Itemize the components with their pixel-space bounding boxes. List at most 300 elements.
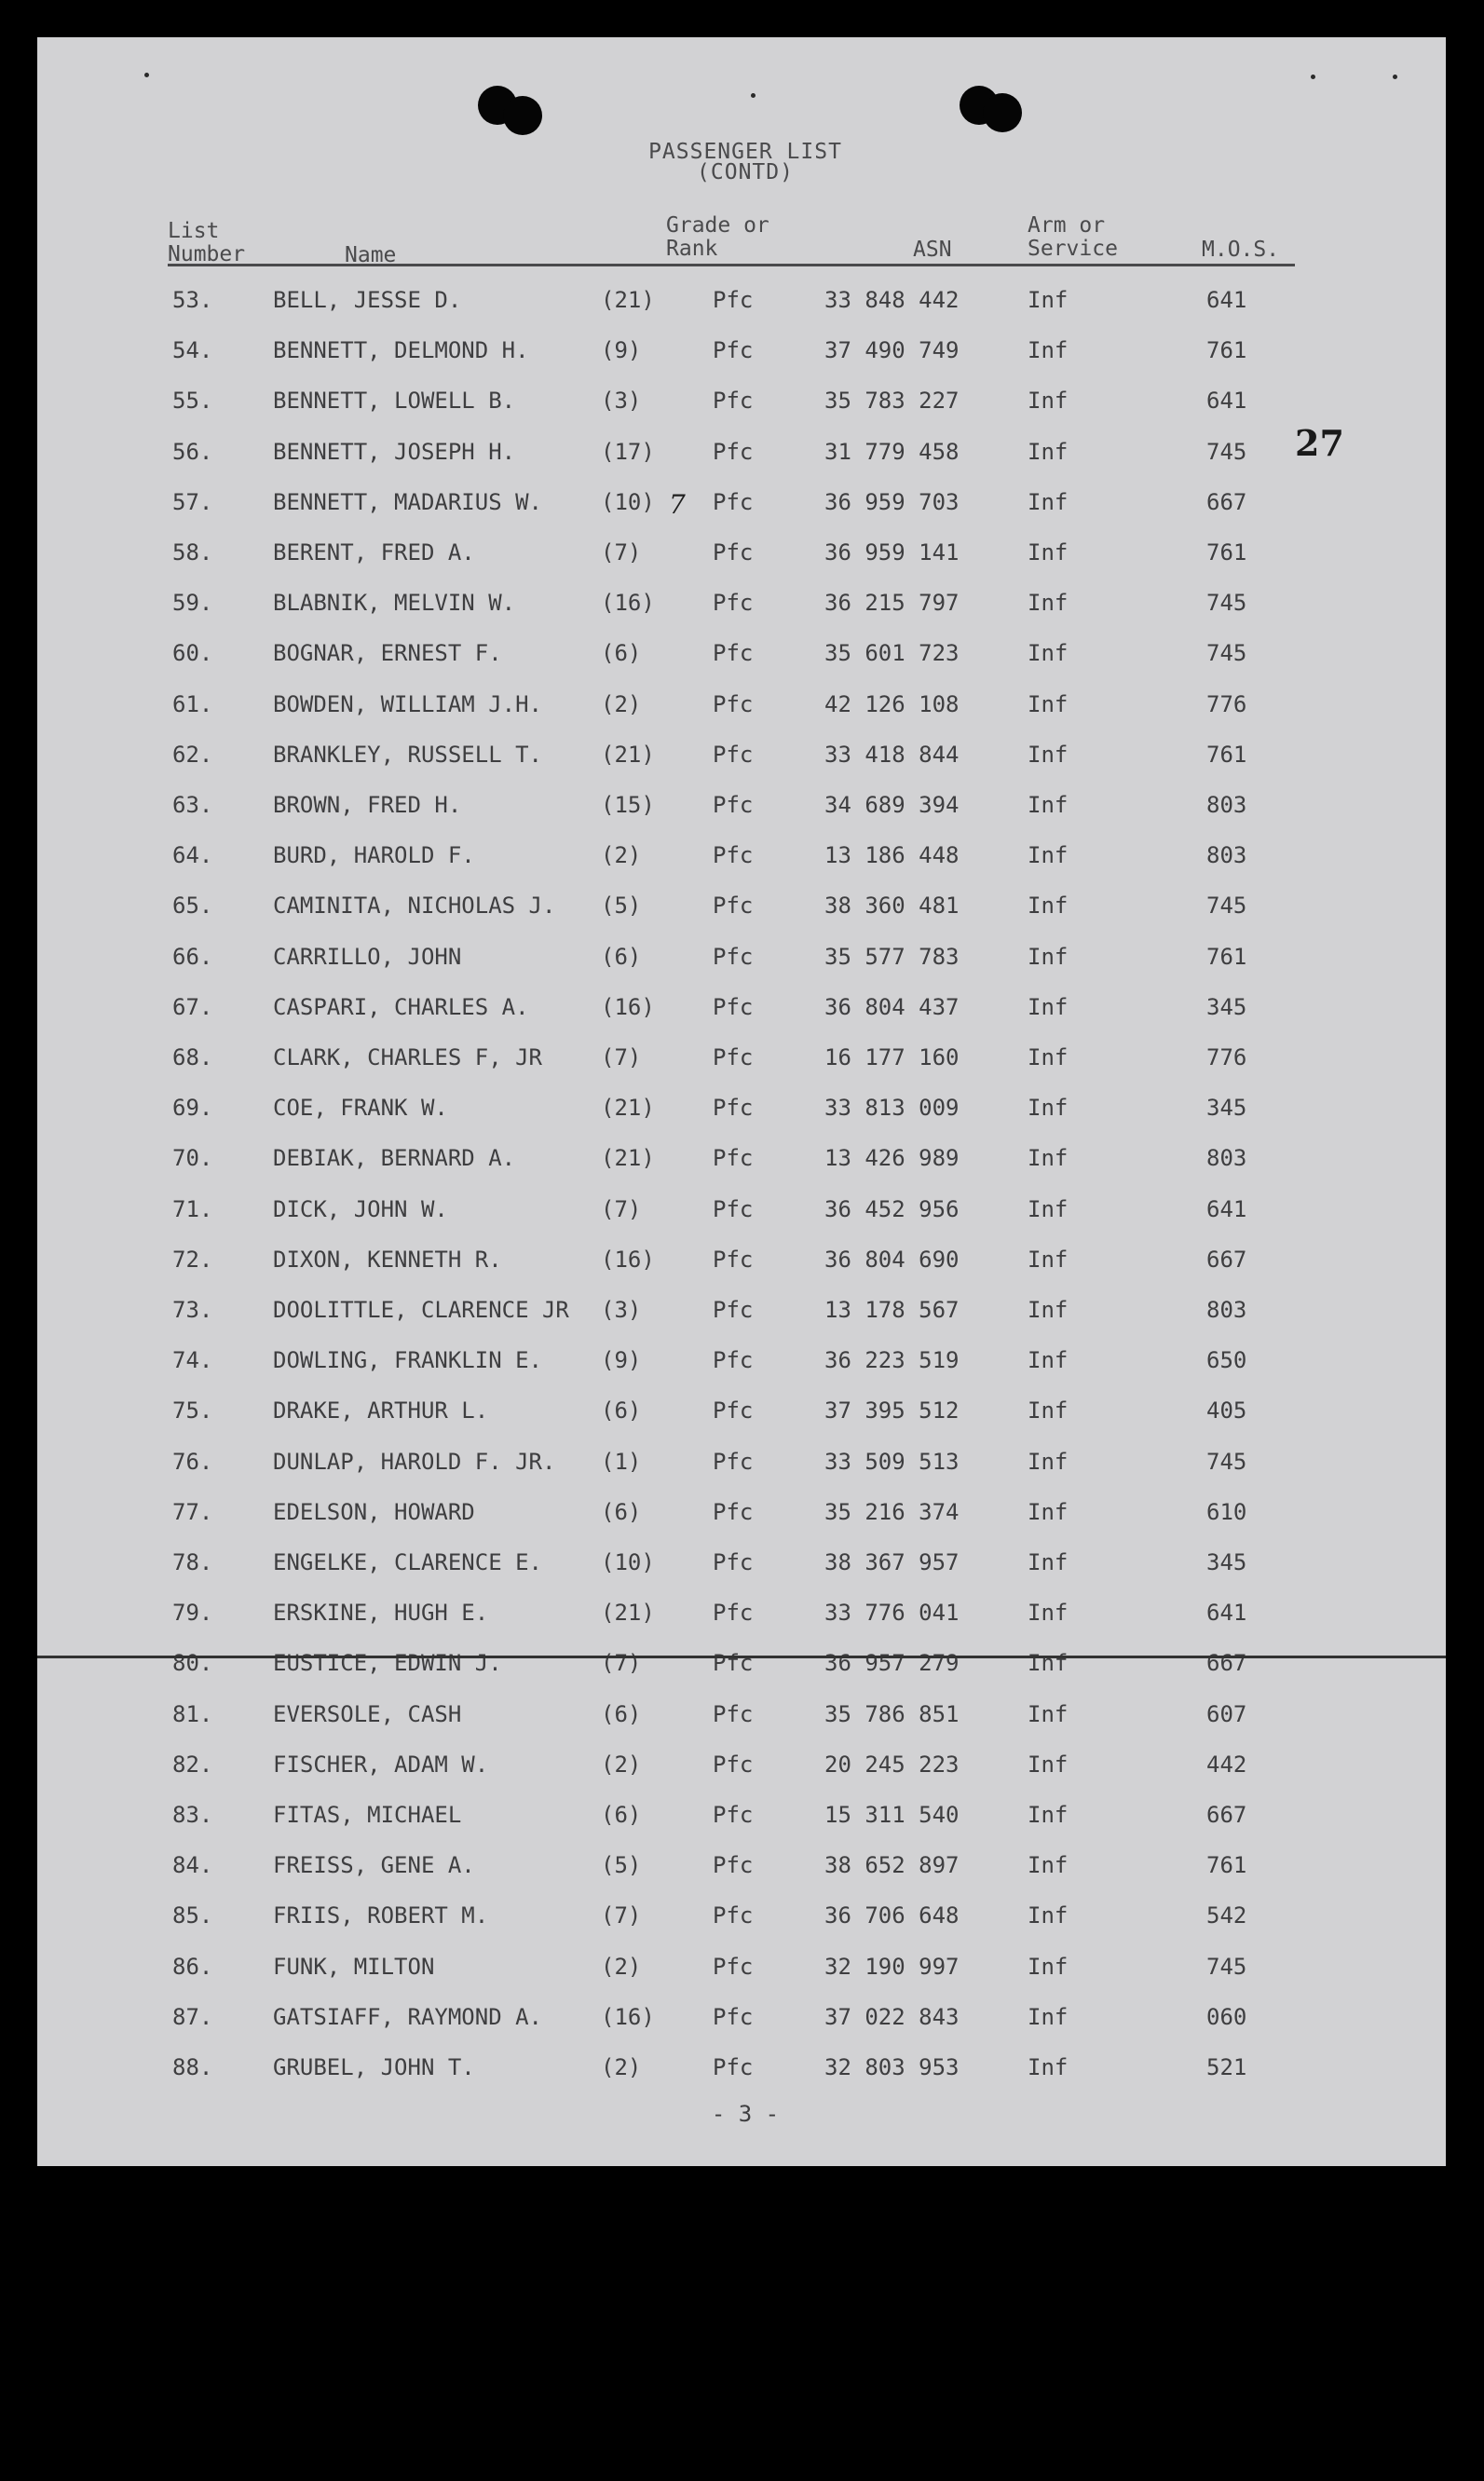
paper-speck [144,73,149,77]
arm-cell: Inf [1028,640,1069,666]
mos-cell: 745 [1206,439,1247,465]
name-cell: BERENT, FRED A. [273,539,475,566]
name-cell: DIXON, KENNETH R. [273,1247,502,1273]
table-row [37,388,1446,416]
page-number: - 3 - [711,2101,780,2127]
grade-cell: Pfc [713,1902,754,1929]
unit-code-cell: (16) [601,994,655,1020]
mos-cell: 761 [1206,337,1247,363]
grade-cell: Pfc [713,2004,754,2030]
list-number-cell: 72. [172,1247,213,1273]
asn-cell: 33 509 513 [824,1449,960,1475]
name-cell: BENNETT, LOWELL B. [273,388,516,414]
list-number-cell: 85. [172,1902,213,1929]
list-number-cell: 61. [172,691,213,717]
unit-code-cell: (3) [601,388,642,414]
table-row [37,337,1446,365]
list-number-cell: 83. [172,1802,213,1828]
table-row [37,1449,1446,1477]
asn-cell: 32 803 953 [824,2054,960,2080]
table-row [37,1297,1446,1325]
name-cell: BENNETT, JOSEPH H. [273,439,516,465]
asn-cell: 36 452 956 [824,1196,960,1222]
grade-cell: Pfc [713,1600,754,1626]
list-number-cell: 70. [172,1145,213,1171]
document-subtitle: (CONTD) [697,160,794,184]
name-cell: FRIIS, ROBERT M. [273,1902,489,1929]
grade-cell: Pfc [713,489,754,515]
table-row [37,691,1446,719]
arm-cell: Inf [1028,1852,1069,1878]
name-cell: DEBIAK, BERNARD A. [273,1145,516,1171]
mos-cell: 803 [1206,1145,1247,1171]
arm-cell: Inf [1028,792,1069,818]
list-number-cell: 80. [172,1650,213,1676]
mos-cell: 667 [1206,1247,1247,1273]
list-number-cell: 86. [172,1954,213,1980]
name-cell: DRAKE, ARTHUR L. [273,1397,489,1424]
arm-cell: Inf [1028,439,1069,465]
list-number-cell: 62. [172,742,213,768]
arm-cell: Inf [1028,1802,1069,1828]
arm-cell: Inf [1028,337,1069,363]
arm-cell: Inf [1028,388,1069,414]
table-row [37,842,1446,870]
mos-cell: 667 [1206,489,1247,515]
mos-cell: 803 [1206,842,1247,868]
name-cell: EVERSOLE, CASH [273,1701,462,1727]
name-cell: CASPARI, CHARLES A. [273,994,529,1020]
asn-cell: 15 311 540 [824,1802,960,1828]
unit-code-cell: (6) [601,1397,642,1424]
table-row [37,2054,1446,2082]
name-cell: BELL, JESSE D. [273,287,462,313]
mos-cell: 776 [1206,1044,1247,1070]
table-row [37,1650,1446,1678]
mos-cell: 521 [1206,2054,1247,2080]
list-number-cell: 53. [172,287,213,313]
unit-code-cell: (10) [601,489,655,515]
grade-cell: Pfc [713,1397,754,1424]
grade-cell: Pfc [713,994,754,1020]
unit-code-cell: (7) [601,539,642,566]
unit-code-cell: (16) [601,2004,655,2030]
mos-cell: 745 [1206,893,1247,919]
grade-cell: Pfc [713,1247,754,1273]
asn-cell: 42 126 108 [824,691,960,717]
table-row [37,1196,1446,1224]
table-row [37,1600,1446,1628]
mos-cell: 641 [1206,1196,1247,1222]
table-row [37,1347,1446,1375]
header-mos: M.O.S. [1202,238,1280,262]
header-list-label: List [168,219,220,243]
table-row [37,1852,1446,1880]
unit-code-cell: (15) [601,792,655,818]
list-number-cell: 79. [172,1600,213,1626]
mos-cell: 345 [1206,994,1247,1020]
name-cell: EUSTICE, EDWIN J. [273,1650,502,1676]
name-cell: BOWDEN, WILLIAM J.H. [273,691,542,717]
list-number-cell: 77. [172,1499,213,1525]
mos-cell: 761 [1206,742,1247,768]
name-cell: FITAS, MICHAEL [273,1802,462,1828]
list-number-cell: 55. [172,388,213,414]
grade-cell: Pfc [713,742,754,768]
table-row [37,1954,1446,1982]
asn-cell: 35 216 374 [824,1499,960,1525]
name-cell: BENNETT, MADARIUS W. [273,489,542,515]
name-cell: GATSIAFF, RAYMOND A. [273,2004,542,2030]
table-row [37,1095,1446,1123]
unit-code-cell: (21) [601,1095,655,1121]
unit-code-cell: (7) [601,1650,642,1676]
asn-cell: 37 022 843 [824,2004,960,2030]
table-row [37,2004,1446,2032]
arm-cell: Inf [1028,1044,1069,1070]
arm-cell: Inf [1028,1549,1069,1575]
asn-cell: 36 959 703 [824,489,960,515]
unit-code-cell: (5) [601,893,642,919]
table-row [37,489,1446,520]
name-cell: GRUBEL, JOHN T. [273,2054,475,2080]
grade-cell: Pfc [713,1802,754,1828]
name-cell: BENNETT, DELMOND H. [273,337,529,363]
unit-code-cell: (5) [601,1852,642,1878]
name-cell: ERSKINE, HUGH E. [273,1600,489,1626]
name-cell: DOOLITTLE, CLARENCE JR [273,1297,569,1323]
header-name: Name [345,243,397,267]
mos-cell: 761 [1206,539,1247,566]
unit-code-cell: (2) [601,2054,642,2080]
grade-cell: Pfc [713,1499,754,1525]
list-number-cell: 66. [172,944,213,970]
table-row [37,1549,1446,1577]
list-number-cell: 57. [172,489,213,515]
header-arm [1028,214,1118,261]
table-row [37,1902,1446,1930]
mos-cell: 610 [1206,1499,1247,1525]
unit-code-cell: (2) [601,691,642,717]
asn-cell: 33 418 844 [824,742,960,768]
mos-cell: 607 [1206,1701,1247,1727]
table-row [37,539,1446,567]
asn-cell: 35 601 723 [824,640,960,666]
asn-cell: 37 395 512 [824,1397,960,1424]
table-row [37,590,1446,618]
asn-cell: 35 783 227 [824,388,960,414]
table-row [37,1701,1446,1729]
grade-cell: Pfc [713,1954,754,1980]
asn-cell: 36 957 279 [824,1650,960,1676]
mos-cell: 745 [1206,640,1247,666]
paper-speck [1393,75,1397,79]
asn-cell: 34 689 394 [824,792,960,818]
name-cell: FISCHER, ADAM W. [273,1752,489,1778]
header-number-label: Number [168,242,246,266]
mos-cell: 803 [1206,792,1247,818]
asn-cell: 36 959 141 [824,539,960,566]
asn-cell: 36 215 797 [824,590,960,616]
table-row [37,994,1446,1022]
grade-cell: Pfc [713,439,754,465]
mos-cell: 761 [1206,1852,1247,1878]
grade-cell: Pfc [713,1297,754,1323]
table-row [37,893,1446,920]
asn-cell: 13 426 989 [824,1145,960,1171]
arm-cell: Inf [1028,539,1069,566]
name-cell: BURD, HAROLD F. [273,842,475,868]
mos-cell: 776 [1206,691,1247,717]
arm-cell: Inf [1028,1247,1069,1273]
asn-cell: 38 360 481 [824,893,960,919]
unit-code-cell: (6) [601,1499,642,1525]
asn-cell: 36 804 690 [824,1247,960,1273]
list-number-cell: 81. [172,1701,213,1727]
arm-cell: Inf [1028,893,1069,919]
mos-cell: 761 [1206,944,1247,970]
unit-code-cell: (7) [601,1902,642,1929]
table-row [37,1247,1446,1275]
asn-cell: 38 367 957 [824,1549,960,1575]
mos-cell: 345 [1206,1095,1247,1121]
unit-code-cell: (7) [601,1196,642,1222]
unit-code-cell: (10) [601,1549,655,1575]
asn-cell: 38 652 897 [824,1852,960,1878]
arm-cell: Inf [1028,842,1069,868]
list-number-cell: 63. [172,792,213,818]
asn-cell: 20 245 223 [824,1752,960,1778]
strikethrough-line [37,1656,1446,1658]
grade-cell: Pfc [713,792,754,818]
mos-cell: 641 [1206,388,1247,414]
grade-cell: Pfc [713,337,754,363]
arm-cell: Inf [1028,1600,1069,1626]
handwritten-annotation: 7 [669,489,686,520]
mos-cell: 803 [1206,1297,1247,1323]
list-number-cell: 60. [172,640,213,666]
table-row [37,944,1446,972]
punch-hole [983,93,1022,132]
name-cell: FREISS, GENE A. [273,1852,475,1878]
name-cell: ENGELKE, CLARENCE E. [273,1549,542,1575]
grade-cell: Pfc [713,1701,754,1727]
grade-cell: Pfc [713,1549,754,1575]
grade-cell: Pfc [713,1347,754,1373]
arm-cell: Inf [1028,1196,1069,1222]
unit-code-cell: (2) [601,1752,642,1778]
arm-cell: Inf [1028,1095,1069,1121]
mos-cell: 641 [1206,287,1247,313]
name-cell: DUNLAP, HAROLD F. JR. [273,1449,556,1475]
asn-cell: 13 178 567 [824,1297,960,1323]
grade-cell: Pfc [713,1095,754,1121]
asn-cell: 36 804 437 [824,994,960,1020]
arm-cell: Inf [1028,1297,1069,1323]
mos-cell: 667 [1206,1650,1247,1676]
grade-cell: Pfc [713,1196,754,1222]
table-row [37,1802,1446,1830]
asn-cell: 36 223 519 [824,1347,960,1373]
unit-code-cell: (21) [601,742,655,768]
list-number-cell: 56. [172,439,213,465]
name-cell: FUNK, MILTON [273,1954,435,1980]
name-cell: BROWN, FRED H. [273,792,462,818]
header-grade [666,214,769,261]
list-number-cell: 58. [172,539,213,566]
grade-cell: Pfc [713,1650,754,1676]
table-row [37,742,1446,770]
unit-code-cell: (2) [601,842,642,868]
mos-cell: 745 [1206,1449,1247,1475]
grade-cell: Pfc [713,893,754,919]
grade-cell: Pfc [713,842,754,868]
unit-code-cell: (2) [601,1954,642,1980]
document-page [37,37,1446,2166]
mos-cell: 060 [1206,2004,1247,2030]
mos-cell: 667 [1206,1802,1247,1828]
arm-cell: Inf [1028,590,1069,616]
unit-code-cell: (6) [601,944,642,970]
arm-cell: Inf [1028,2004,1069,2030]
unit-code-cell: (6) [601,640,642,666]
list-number-cell: 65. [172,893,213,919]
table-row [37,792,1446,820]
name-cell: CLARK, CHARLES F, JR [273,1044,542,1070]
unit-code-cell: (9) [601,337,642,363]
asn-cell: 33 813 009 [824,1095,960,1121]
unit-code-cell: (1) [601,1449,642,1475]
grade-cell: Pfc [713,539,754,566]
arm-cell: Inf [1028,1347,1069,1373]
list-number-cell: 88. [172,2054,213,2080]
grade-cell: Pfc [713,944,754,970]
table-row [37,1499,1446,1527]
header-grade-label: Grade or [666,213,769,238]
mos-cell: 442 [1206,1752,1247,1778]
asn-cell: 37 490 749 [824,337,960,363]
name-cell: CARRILLO, JOHN [273,944,462,970]
arm-cell: Inf [1028,287,1069,313]
arm-cell: Inf [1028,1145,1069,1171]
list-number-cell: 73. [172,1297,213,1323]
arm-cell: Inf [1028,1902,1069,1929]
table-row [37,1397,1446,1425]
arm-cell: Inf [1028,489,1069,515]
unit-code-cell: (21) [601,1145,655,1171]
paper-speck [751,93,756,98]
table-row [37,1044,1446,1072]
arm-cell: Inf [1028,1449,1069,1475]
unit-code-cell: (21) [601,287,655,313]
name-cell: BOGNAR, ERNEST F. [273,640,502,666]
header-service-label: Service [1028,237,1118,261]
list-number-cell: 78. [172,1549,213,1575]
grade-cell: Pfc [713,1449,754,1475]
list-number-cell: 67. [172,994,213,1020]
grade-cell: Pfc [713,1852,754,1878]
list-number-cell: 64. [172,842,213,868]
unit-code-cell: (16) [601,590,655,616]
unit-code-cell: (17) [601,439,655,465]
arm-cell: Inf [1028,994,1069,1020]
list-number-cell: 82. [172,1752,213,1778]
asn-cell: 35 577 783 [824,944,960,970]
grade-cell: Pfc [713,691,754,717]
margin-note: 27 [1295,422,1344,464]
unit-code-cell: (7) [601,1044,642,1070]
grade-cell: Pfc [713,1044,754,1070]
grade-cell: Pfc [713,2054,754,2080]
header-rank-label: Rank [666,237,718,261]
list-number-cell: 76. [172,1449,213,1475]
table-row [37,287,1446,315]
list-number-cell: 74. [172,1347,213,1373]
mos-cell: 405 [1206,1397,1247,1424]
asn-cell: 33 848 442 [824,287,960,313]
name-cell: EDELSON, HOWARD [273,1499,475,1525]
table-row [37,1752,1446,1779]
arm-cell: Inf [1028,1650,1069,1676]
header-underline [168,264,1295,266]
asn-cell: 32 190 997 [824,1954,960,1980]
grade-cell: Pfc [713,640,754,666]
unit-code-cell: (9) [601,1347,642,1373]
unit-code-cell: (3) [601,1297,642,1323]
arm-cell: Inf [1028,1752,1069,1778]
name-cell: BLABNIK, MELVIN W. [273,590,516,616]
grade-cell: Pfc [713,1752,754,1778]
list-number-cell: 84. [172,1852,213,1878]
paper-speck [1311,75,1315,79]
name-cell: BRANKLEY, RUSSELL T. [273,742,542,768]
table-row [37,1145,1446,1173]
list-number-cell: 68. [172,1044,213,1070]
grade-cell: Pfc [713,590,754,616]
list-number-cell: 87. [172,2004,213,2030]
mos-cell: 345 [1206,1549,1247,1575]
name-cell: COE, FRANK W. [273,1095,448,1121]
mos-cell: 745 [1206,1954,1247,1980]
list-number-cell: 69. [172,1095,213,1121]
grade-cell: Pfc [713,287,754,313]
list-number-cell: 71. [172,1196,213,1222]
arm-cell: Inf [1028,1499,1069,1525]
header-arm-label: Arm or [1028,213,1106,238]
mos-cell: 542 [1206,1902,1247,1929]
list-number-cell: 75. [172,1397,213,1424]
header-list-number [168,220,245,266]
unit-code-cell: (21) [601,1600,655,1626]
arm-cell: Inf [1028,2054,1069,2080]
table-row [37,439,1446,467]
asn-cell: 31 779 458 [824,439,960,465]
mos-cell: 641 [1206,1600,1247,1626]
punch-hole [503,96,542,135]
list-number-cell: 54. [172,337,213,363]
arm-cell: Inf [1028,1397,1069,1424]
unit-code-cell: (6) [601,1701,642,1727]
asn-cell: 36 706 648 [824,1902,960,1929]
grade-cell: Pfc [713,388,754,414]
arm-cell: Inf [1028,1701,1069,1727]
asn-cell: 35 786 851 [824,1701,960,1727]
table-row [37,640,1446,668]
arm-cell: Inf [1028,944,1069,970]
name-cell: CAMINITA, NICHOLAS J. [273,893,556,919]
document-title: PASSENGER LIST [648,140,842,164]
name-cell: DICK, JOHN W. [273,1196,448,1222]
